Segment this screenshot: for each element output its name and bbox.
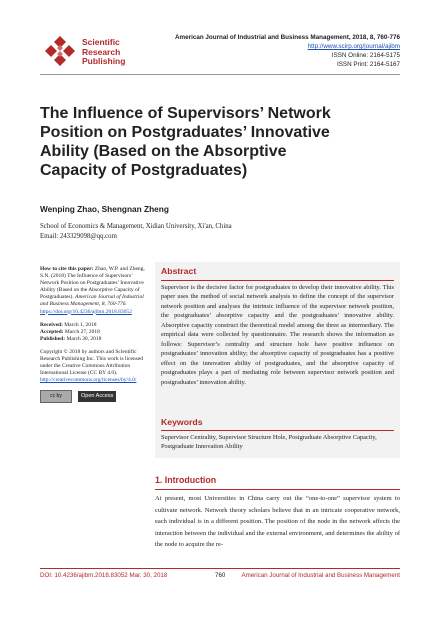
introduction-heading: 1. Introduction [155, 475, 217, 485]
citation-label: How to cite this paper: [40, 266, 94, 272]
introduction-divider [155, 489, 400, 490]
received-date: March 1, 2018 [64, 321, 97, 328]
publisher-line: Publishing [82, 56, 126, 66]
abstract-text: Supervisor is the decisive factor for postgraduates to develop their innovative ability. This paper uses the method of social network analysis to define the concept of the supervisor network position and analyses the intrinsic influence of the supervisor network position, the postgraduates’ absorptive capacity and the postgraduates’ innovative ability. Absorptive capacity construct the theoretical model among the three as intermediary. The empirical data were collected by questionnaire. The research shows the information as follows: Supervisor’s centrality and structure hole have positive influence on postgraduates’ innovation ability; the absorptive capacity of postgraduates has a positive effect on the innovation ability of postgraduates, and the absorptive capacity of postgraduates plays a part of mediating role between supervisor network position and postgraduates’ innovation ability. [161, 284, 394, 386]
page-number: 760 [215, 572, 226, 579]
journal-line: American Journal of Industrial and Business Management, 2018, 8, 760-776 [174, 34, 400, 41]
citation-text: Zhao, W.P. and Zheng, S.N. (2018) The Influence of Supervisors’ Network Position on Postgraduates’ Innovative Ability (Based on the Absorptive Capacity of Postgraduates). [40, 266, 145, 301]
accepted-date: March 27, 2018 [64, 328, 100, 335]
affiliation-block [40, 222, 232, 242]
license-badges [40, 390, 152, 402]
paper-title: The Influence of Supervisors’ Network Position on Postgraduates’ Innovative Ability (Based on the Absorptive Capacity of Postgraduates) [40, 105, 331, 179]
footer-doi: DOI: 10.4236/ajibm.2018.83052 Mar. 30, 2018 [40, 572, 168, 579]
doi-link[interactable]: https://doi.org/10.4236/ajibm.2018.83052 [40, 308, 132, 315]
received-label: Received: [40, 321, 63, 328]
citation-volume: 8, 760-776. [101, 301, 127, 308]
citation-journal: American Journal of Industrial and Business Management, [40, 294, 144, 308]
authors: Wenping Zhao, Shengnan Zheng [40, 204, 169, 214]
abstract-divider [161, 280, 394, 281]
copyright [40, 349, 152, 384]
published-label: Published: [40, 335, 66, 342]
introduction-text: At present, most Universities in China carry out the “one-to-one” supervisor system to cultivate network. Network theory scholars believe that in an intricate cooperative network, each individual is in a different position. The position of the node in the network affects the interaction between the individual and the external environment, and determines the ability of the node to acquire the re- [155, 495, 400, 548]
keywords-text: Supervisor Centrality, Supervisor Structure Hole, Postgraduate Absorptive Capacity, Postgraduate Innovation Ability [161, 434, 377, 451]
copyright-text: Copyright © 2018 by authors and Scientific Research Publishing Inc. This work is licensed under the Creative Commons Attribution International License (CC BY 4.0). [40, 348, 144, 377]
abstract-heading: Abstract [161, 266, 197, 276]
issn-online: ISSN Online: 2164-5175 [331, 52, 400, 59]
publisher-line: Research [82, 46, 121, 57]
publisher-line: Scientific [82, 37, 120, 47]
issn-print: ISSN Print: 2164-5167 [336, 61, 400, 68]
footer-journal: American Journal of Industrial and Business Management [241, 572, 400, 579]
header-divider [40, 74, 400, 75]
dates [40, 322, 152, 343]
affiliation: School of Economics & Management, Xidian University, Xi'an, China [40, 223, 232, 230]
publisher-name [82, 38, 125, 67]
published-date: March 30, 2018 [66, 335, 102, 342]
keywords-heading: Keywords [161, 417, 203, 427]
journal-info [175, 33, 400, 69]
email: Email: 243329098@qq.com [40, 233, 117, 240]
accepted-label: Accepted: [40, 328, 64, 335]
publisher-logo-icon [40, 34, 80, 68]
footer-divider [40, 568, 400, 569]
citation [40, 266, 152, 316]
keywords-divider [161, 430, 394, 431]
article-info-column [40, 266, 152, 402]
journal-url-link[interactable]: http://www.scirp.org/journal/ajibm [307, 43, 400, 50]
cc-by-badge-icon[interactable]: cc by [40, 390, 72, 403]
license-link[interactable]: http://creativecommons.org/licenses/by/4.0/ [40, 377, 137, 384]
open-access-badge: Open Access [78, 391, 116, 402]
